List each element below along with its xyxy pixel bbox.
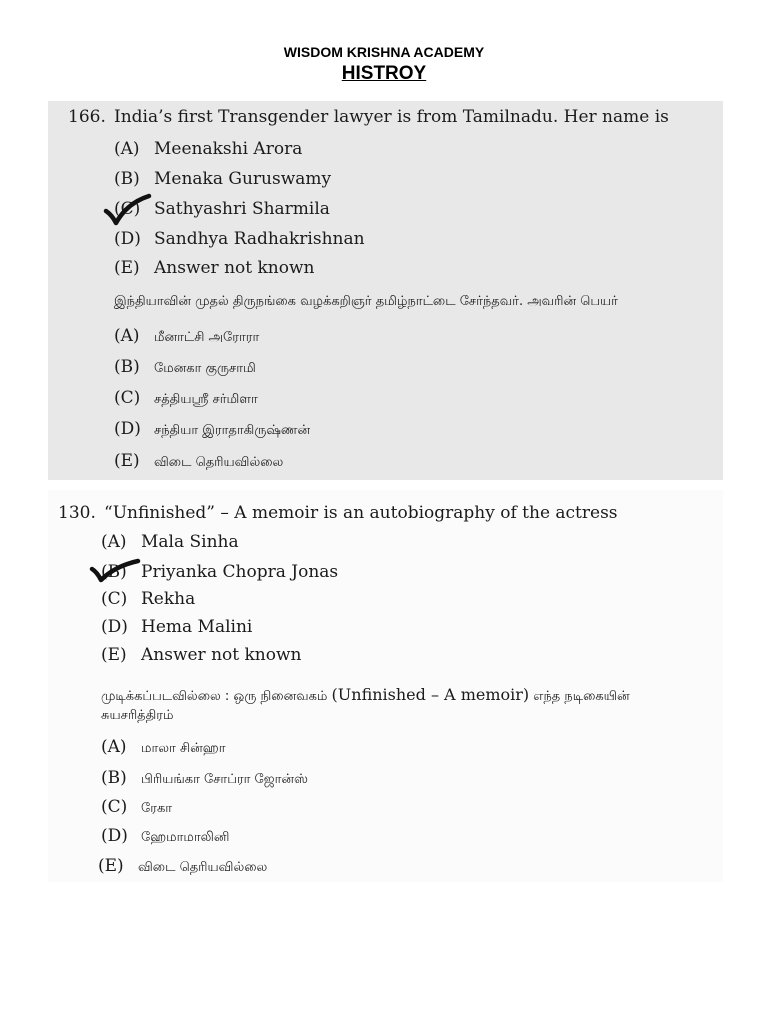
- option-text: மேனகா குருசாமி: [154, 361, 256, 376]
- tamil-option-d: [114, 419, 310, 439]
- tamil-option-e: [114, 451, 283, 471]
- option-d: [114, 229, 365, 249]
- option-e: [101, 645, 302, 665]
- option-letter: (C): [101, 797, 128, 817]
- tamil-option-b: [101, 768, 308, 788]
- tamil-option-c: [101, 797, 172, 817]
- option-letter: (D): [114, 419, 141, 439]
- question-stem: “Unfinished” – A memoir is an autobiography of the actress: [104, 503, 618, 523]
- option-text: சந்தியா இராதாகிருஷ்ணன்: [154, 423, 311, 438]
- option-text: Mala Sinha: [141, 532, 239, 552]
- checkmark-icon: [89, 558, 141, 584]
- option-letter: (E): [101, 645, 127, 665]
- question-130-scan: [48, 490, 723, 882]
- option-c: [101, 589, 195, 609]
- option-text: Answer not known: [154, 258, 315, 278]
- tamil-question-part1: முடிக்கப்படவில்லை : ஒரு நினைவகம்: [101, 689, 328, 704]
- subject-title: HISTROY: [341, 63, 427, 84]
- question-166-text: [68, 107, 669, 127]
- option-b: [114, 169, 331, 189]
- option-text: Sandhya Radhakrishnan: [154, 229, 365, 249]
- tamil-option-c: [114, 388, 258, 408]
- option-letter: (C): [101, 589, 128, 609]
- option-text: சத்தியஸ்ரீ சர்மிளா: [154, 392, 258, 407]
- option-letter: (B): [114, 169, 140, 189]
- tamil-question-english: (Unfinished – A memoir): [331, 685, 530, 704]
- option-text: Hema Malini: [141, 617, 253, 637]
- option-letter: (E): [114, 258, 140, 278]
- option-a: [114, 139, 302, 159]
- option-letter: (D): [101, 826, 128, 846]
- option-letter: (A): [114, 326, 140, 346]
- option-letter: (D): [114, 229, 141, 249]
- option-letter: (E): [98, 856, 124, 876]
- option-text: Rekha: [141, 589, 196, 609]
- option-letter: (E): [114, 451, 140, 471]
- option-letter: (B): [101, 562, 127, 582]
- question-stem: India’s first Transgender lawyer is from Tamilnadu. Her name is: [114, 107, 669, 127]
- option-text: ரேகா: [141, 801, 173, 816]
- tamil-option-a: [101, 737, 225, 757]
- option-text: Answer not known: [141, 645, 302, 665]
- tamil-option-d: [101, 826, 229, 846]
- question-130-text: [58, 503, 618, 523]
- option-letter: (A): [114, 139, 140, 159]
- tamil-option-b: [114, 357, 256, 377]
- option-letter: (C): [114, 388, 141, 408]
- option-text: Priyanka Chopra Jonas: [141, 562, 339, 582]
- option-text: Menaka Guruswamy: [154, 169, 332, 189]
- tamil-option-e: [98, 856, 267, 876]
- option-e: [114, 258, 315, 278]
- option-text: Meenakshi Arora: [154, 139, 303, 159]
- question-number: 166.: [68, 107, 106, 127]
- option-a: [101, 532, 239, 552]
- option-text: மீனாட்சி அரோரா: [154, 330, 260, 345]
- option-letter: (A): [101, 532, 127, 552]
- tamil-question-text: [101, 685, 630, 705]
- question-166-scan: [48, 101, 723, 480]
- tamil-question-text: இந்தியாவின் முதல் திருநங்கை வழக்கறிஞர் தமிழ்நாட்டை சேர்ந்தவர். அவரின் பெயர்: [114, 294, 618, 309]
- tamil-question-part2: எந்த நடிகையின்: [533, 689, 630, 704]
- option-letter: (B): [101, 768, 127, 788]
- academy-title: WISDOM KRISHNA ACADEMY: [283, 44, 485, 60]
- option-letter: (D): [101, 617, 128, 637]
- option-letter: (C): [114, 199, 141, 219]
- option-text: விடை தெரியவில்லை: [138, 860, 268, 875]
- option-text: ஹேமாமாலினி: [141, 830, 230, 845]
- option-text: மாலா சின்ஹா: [141, 741, 226, 756]
- option-d: [101, 617, 252, 637]
- option-text: பிரியங்கா சோப்ரா ஜோன்ஸ்: [141, 772, 308, 787]
- option-letter: (B): [114, 357, 140, 377]
- option-text: விடை தெரியவில்லை: [154, 455, 284, 470]
- tamil-option-a: [114, 326, 259, 346]
- option-letter: (A): [101, 737, 127, 757]
- tamil-question-line2: சுயசரித்திரம்: [101, 708, 174, 723]
- checkmark-icon: [103, 193, 153, 227]
- question-number: 130.: [58, 503, 96, 523]
- option-text: Sathyashri Sharmila: [154, 199, 330, 219]
